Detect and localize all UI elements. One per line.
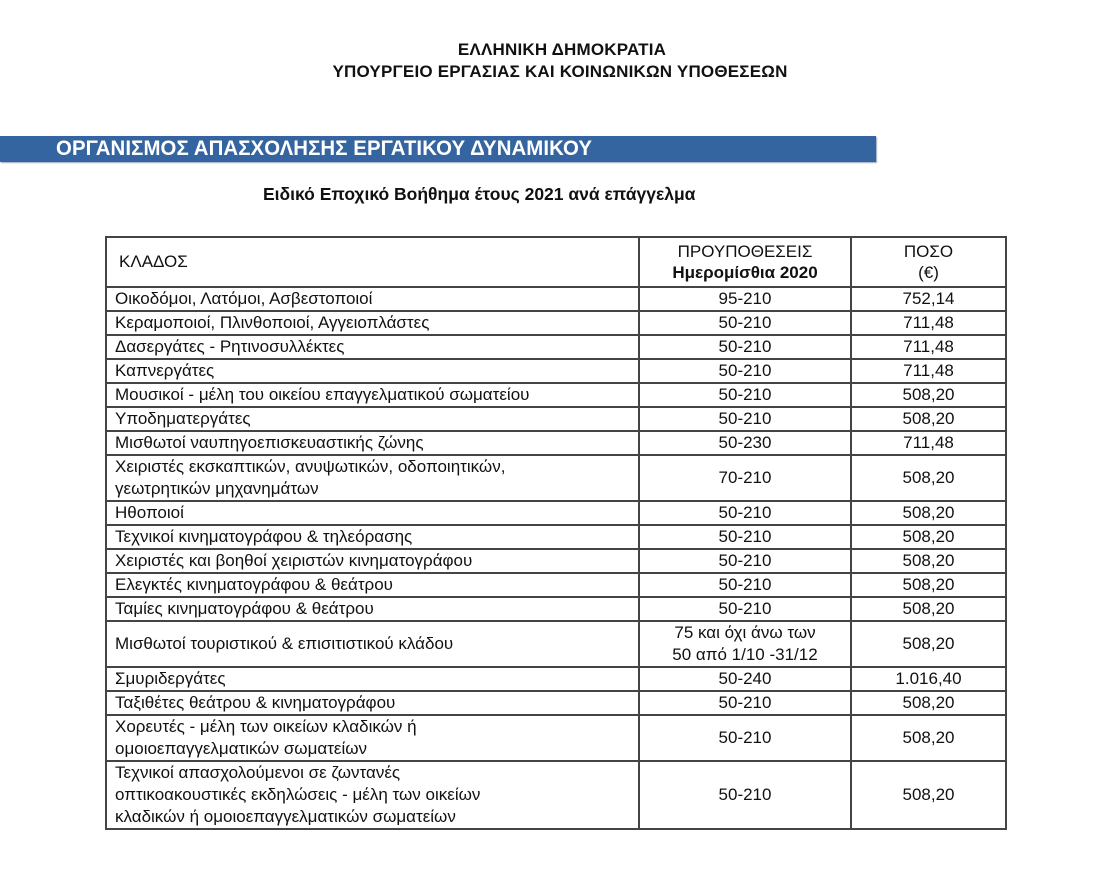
cell-conditions-line1: 75 και όχι άνω των [674, 623, 816, 642]
table-row [106, 335, 1006, 359]
table-row [106, 525, 1006, 549]
cell-sector: Κεραμοποιοί, Πλινθοποιοί, Αγγειοπλάστες [106, 311, 639, 335]
table-row [106, 573, 1006, 597]
cell-conditions: 50-210 [639, 335, 851, 359]
cell-sector [106, 761, 639, 829]
cell-sector-line2: ομοιοεπαγγελματικών σωματείων [115, 739, 368, 758]
table-row [106, 667, 1006, 691]
cell-sector-line1: Χορευτές - μέλη των οικείων κλαδικών ή [115, 717, 417, 736]
cell-amount: 508,20 [851, 383, 1006, 407]
column-header-conditions-line1: ΠΡΟΥΠΟΘΕΣΕΙΣ [677, 242, 813, 261]
cell-conditions: 50-210 [639, 525, 851, 549]
cell-sector: Χειριστές και βοηθοί χειριστών κινηματογράφου [106, 549, 639, 573]
cell-sector-line1: Χειριστές εκσκαπτικών, ανυψωτικών, οδοποιητικών, [115, 457, 506, 476]
cell-amount: 1.016,40 [851, 667, 1006, 691]
table-row [106, 431, 1006, 455]
cell-amount: 508,20 [851, 501, 1006, 525]
cell-amount: 508,20 [851, 715, 1006, 761]
cell-sector: Ταξιθέτες θεάτρου & κινηματογράφου [106, 691, 639, 715]
table-row [106, 691, 1006, 715]
cell-conditions: 70-210 [639, 455, 851, 501]
column-header-sector-label: ΚΛΑΔΟΣ [119, 252, 188, 271]
cell-sector: Δασεργάτες - Ρητινοσυλλέκτες [106, 335, 639, 359]
cell-sector [106, 455, 639, 501]
column-header-amount [851, 237, 1006, 287]
header-country: ΕΛΛΗΝΙΚΗ ΔΗΜΟΚΡΑΤΙΑ [457, 40, 667, 59]
cell-conditions: 50-210 [639, 311, 851, 335]
table-row [106, 597, 1006, 621]
cell-sector: Τεχνικοί κινηματογράφου & τηλεόρασης [106, 525, 639, 549]
table-row [106, 287, 1006, 311]
cell-sector-line3: κλαδικών ή ομοιοεπαγγελματικών σωματείων [115, 807, 456, 826]
table-row [106, 621, 1006, 667]
document-title: Ειδικό Εποχικό Βοήθημα έτους 2021 ανά επάγγελμα [263, 184, 696, 204]
table-row [106, 455, 1006, 501]
cell-sector: Μισθωτοί ναυπηγοεπισκευαστικής ζώνης [106, 431, 639, 455]
cell-amount: 508,20 [851, 573, 1006, 597]
column-header-amount-line1: ΠΟΣΟ [903, 242, 954, 261]
cell-sector-line2: οπτικοακουστικές εκδηλώσεις - μέλη των οικείων [115, 785, 481, 804]
cell-sector: Ηθοποιοί [106, 501, 639, 525]
cell-sector: Μισθωτοί τουριστικού & επισιτιστικού κλάδου [106, 621, 639, 667]
cell-conditions: 50-210 [639, 761, 851, 829]
cell-conditions: 50-230 [639, 431, 851, 455]
cell-amount: 508,20 [851, 597, 1006, 621]
cell-sector: Υποδηματεργάτες [106, 407, 639, 431]
table-row [106, 715, 1006, 761]
column-header-conditions-line2: Ημερομίσθια 2020 [672, 263, 818, 282]
table-row [106, 407, 1006, 431]
cell-sector: Ταμίες κινηματογράφου & θεάτρου [106, 597, 639, 621]
cell-sector: Καπνεργάτες [106, 359, 639, 383]
cell-conditions: 50-210 [639, 383, 851, 407]
cell-sector: Οικοδόμοι, Λατόμοι, Ασβεστοποιοί [106, 287, 639, 311]
cell-sector: Σμυριδεργάτες [106, 667, 639, 691]
table-row [106, 359, 1006, 383]
cell-conditions: 50-210 [639, 715, 851, 761]
cell-amount: 752,14 [851, 287, 1006, 311]
cell-sector [106, 715, 639, 761]
cell-amount: 508,20 [851, 549, 1006, 573]
table-row [106, 311, 1006, 335]
cell-amount: 508,20 [851, 621, 1006, 667]
table-row [106, 383, 1006, 407]
cell-conditions: 50-210 [639, 549, 851, 573]
cell-amount: 508,20 [851, 455, 1006, 501]
cell-amount: 508,20 [851, 761, 1006, 829]
cell-conditions: 95-210 [639, 287, 851, 311]
table-row [106, 761, 1006, 829]
column-header-sector [106, 237, 639, 287]
cell-amount: 711,48 [851, 311, 1006, 335]
cell-sector-line2: γεωτρητικών μηχανημάτων [115, 479, 319, 498]
cell-amount: 508,20 [851, 691, 1006, 715]
table-header-row [106, 237, 1006, 287]
cell-amount: 508,20 [851, 407, 1006, 431]
organization-banner-text: ΟΡΓΑΝΙΣΜΟΣ ΑΠΑΣΧΟΛΗΣΗΣ ΕΡΓΑΤΙΚΟΥ ΔΥΝΑΜΙΚΟΥ [56, 137, 593, 160]
cell-sector: Ελεγκτές κινηματογράφου & θεάτρου [106, 573, 639, 597]
table-row [106, 501, 1006, 525]
cell-conditions: 50-210 [639, 359, 851, 383]
cell-amount: 711,48 [851, 335, 1006, 359]
cell-conditions-line2: 50 από 1/10 -31/12 [672, 645, 818, 664]
allowance-table [105, 236, 1007, 830]
cell-conditions: 50-240 [639, 667, 851, 691]
cell-conditions: 50-210 [639, 573, 851, 597]
column-header-conditions [639, 237, 851, 287]
cell-conditions: 50-210 [639, 407, 851, 431]
cell-amount: 711,48 [851, 359, 1006, 383]
cell-amount: 508,20 [851, 525, 1006, 549]
cell-conditions [639, 621, 851, 667]
organization-banner [0, 136, 876, 162]
table-row [106, 549, 1006, 573]
cell-sector-line1: Τεχνικοί απασχολούμενοι σε ζωντανές [115, 763, 401, 782]
cell-amount: 711,48 [851, 431, 1006, 455]
header-ministry: ΥΠΟΥΡΓΕΙΟ ΕΡΓΑΣΙΑΣ ΚΑΙ ΚΟΙΝΩΝΙΚΩΝ ΥΠΟΘΕΣΕΩΝ [332, 62, 788, 81]
column-header-amount-line2: (€) [918, 263, 939, 282]
cell-conditions: 50-210 [639, 691, 851, 715]
cell-sector: Μουσικοί - μέλη του οικείου επαγγελματικού σωματείου [106, 383, 639, 407]
cell-conditions: 50-210 [639, 501, 851, 525]
cell-conditions: 50-210 [639, 597, 851, 621]
